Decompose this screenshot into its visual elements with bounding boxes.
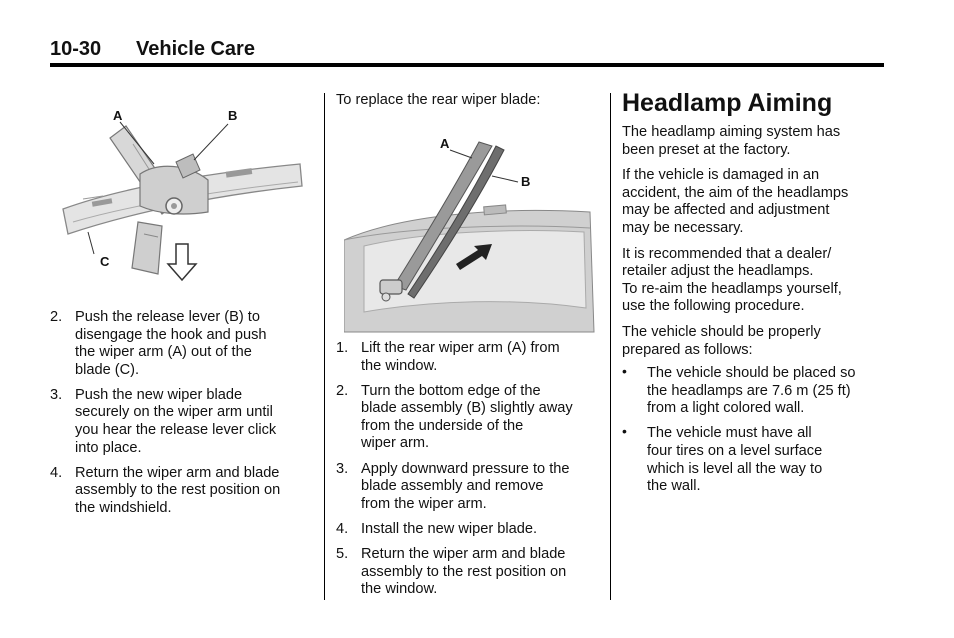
text-line: blade (C). (75, 361, 140, 378)
step-number: 3. (50, 386, 63, 403)
text-line: wiper arm. (361, 435, 430, 452)
paragraph-recommendation (622, 246, 890, 316)
text-line: Apply downward pressure to the (361, 460, 570, 477)
text-line: Push the release lever (B) to (75, 309, 260, 325)
bullet-item (622, 365, 890, 418)
section-heading: Headlamp Aiming (622, 89, 833, 117)
text-line: been preset at the factory. (622, 141, 791, 158)
text-line: Lift the rear wiper arm (A) from (361, 340, 560, 356)
text-line: from the wiper arm. (361, 495, 487, 512)
figure-label-a: A (113, 108, 123, 123)
section-title: Vehicle Care (136, 38, 255, 60)
text-line: Turn the bottom edge of the (361, 382, 541, 399)
text-line: securely on the wiper arm until (75, 404, 273, 421)
wiper-release-illustration (58, 104, 308, 289)
paragraph-preset (622, 124, 890, 159)
text-line: The vehicle should be properly (622, 323, 821, 340)
figure-label-a: A (440, 136, 450, 151)
paragraph-damage (622, 167, 890, 237)
text-line: the wiper arm (A) out of the (75, 344, 252, 361)
column-1-steps (50, 309, 312, 525)
text-line: assembly to the rest position on (361, 563, 567, 580)
text-line: the window. (361, 357, 438, 374)
text-line: the window. (361, 581, 438, 598)
step-number: 1. (336, 340, 349, 356)
text-line: blade assembly (B) slightly away (361, 400, 573, 417)
step-item (336, 383, 604, 453)
step-item (50, 309, 312, 379)
rear-wiper-intro: To replace the rear wiper blade: (336, 92, 541, 108)
step-item (336, 340, 604, 375)
step-number: 3. (336, 460, 349, 477)
figure-label-b: B (228, 108, 238, 123)
text-line: disengage the hook and push (75, 326, 267, 343)
step-item (50, 465, 312, 518)
column-divider-1 (324, 93, 325, 600)
column-divider-2 (610, 93, 611, 600)
step-item (336, 461, 604, 514)
text-line: four tires on a level surface (647, 443, 823, 459)
step-number: 5. (336, 545, 349, 562)
text-line: prepared as follows: (622, 341, 753, 358)
text-line: Push the new wiper blade (75, 386, 243, 403)
column-2-steps (336, 340, 604, 606)
text-line: may be necessary. (622, 219, 744, 236)
text-line: use the following procedure. (622, 298, 805, 315)
text-line: the headlamps are 7.6 m (25 ft) (647, 382, 851, 399)
text-line: Install the new wiper blade. (361, 520, 538, 537)
step-number: 2. (50, 309, 63, 325)
column-3 (622, 88, 890, 503)
preparation-bullets (622, 365, 890, 496)
figure-label-b: B (521, 174, 531, 189)
text-line: Return the wiper arm and blade (361, 545, 566, 562)
text-line: retailer adjust the headlamps. (622, 263, 814, 280)
text-line: The headlamp aiming system has (622, 124, 841, 140)
text-line: It is recommended that a dealer/ (622, 245, 832, 262)
text-line: The vehicle should be placed so (647, 365, 856, 382)
text-line: may be affected and adjustment (622, 202, 830, 219)
step-item (336, 521, 604, 539)
bullet-item (622, 425, 890, 495)
text-line: from the underside of the (361, 417, 524, 434)
text-line: If the vehicle is damaged in an (622, 167, 820, 184)
column-2 (336, 92, 604, 118)
text-line: assembly to the rest position on (75, 482, 281, 499)
text-line: which is level all the way to (647, 460, 823, 477)
step-number: 4. (336, 520, 349, 537)
figure-label-c: C (100, 254, 110, 269)
rear-wiper-illustration (344, 128, 599, 336)
bullet-icon: • (622, 363, 627, 380)
step-item (336, 546, 604, 599)
text-line: you hear the release lever click (75, 422, 277, 439)
step-number: 2. (336, 382, 349, 399)
text-line: Return the wiper arm and blade (75, 464, 280, 481)
page-number: 10-30 (50, 38, 102, 60)
step-item (50, 387, 312, 457)
text-line: the wall. (647, 478, 701, 495)
text-line: into place. (75, 439, 142, 456)
text-line: accident, the aim of the headlamps (622, 184, 849, 201)
step-number: 4. (50, 464, 63, 481)
text-line: To re-aim the headlamps yourself, (622, 280, 842, 297)
text-line: blade assembly and remove (361, 478, 544, 495)
text-line: from a light colored wall. (647, 400, 805, 417)
bullet-icon: • (622, 423, 627, 440)
text-line: The vehicle must have all (647, 425, 812, 442)
text-line: the windshield. (75, 499, 172, 516)
header-rule (50, 63, 884, 67)
paragraph-preparation (622, 324, 890, 359)
